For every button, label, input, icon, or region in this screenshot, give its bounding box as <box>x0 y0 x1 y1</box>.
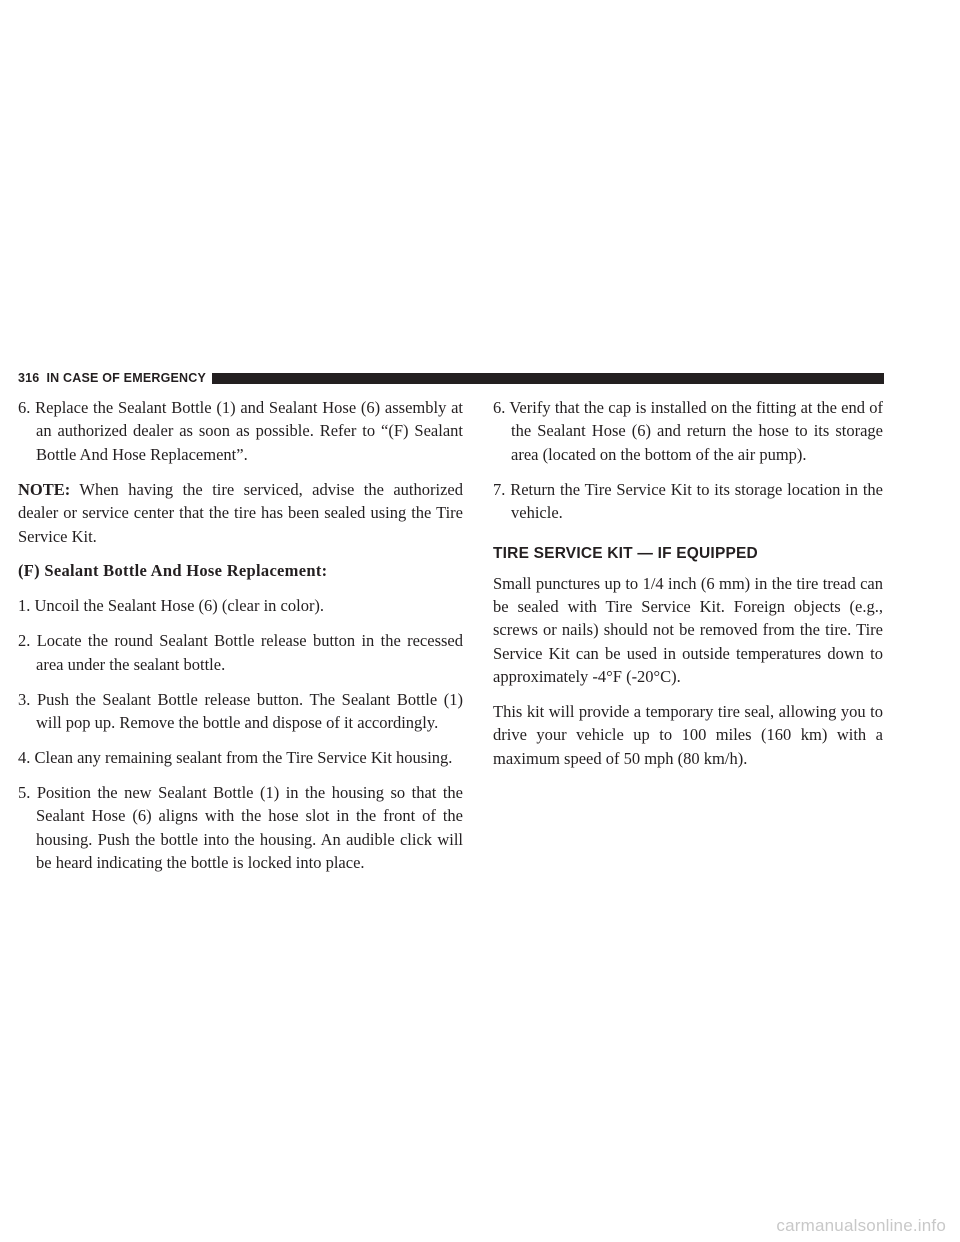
header-rule <box>212 373 884 384</box>
step-3: 3. Push the Sealant Bottle release button. The Sealant Bottle (1) will pop up. Remove the bottle and dispose of it accordingly. <box>18 689 463 732</box>
step-6-replace: 6. Replace the Sealant Bottle (1) and Sealant Hose (6) assembly at an authorized dealer as soon as possible. Refer to “(F) Sealant Bottle And Hose Replacement”. <box>18 398 463 464</box>
subheading-sealant-replacement: (F) Sealant Bottle And Hose Replacement: <box>18 561 328 581</box>
step-2: 2. Locate the round Sealant Bottle release button in the recessed area under the sealant bottle. <box>18 631 463 674</box>
step-5: 5. Position the new Sealant Bottle (1) in the housing so that the Sealant Hose (6) aligns with the hose slot in the front of the housing. Push the bottle into the housing. An audible click will be heard indicating the bottle is locked into place. <box>18 782 463 872</box>
step-1: 1. Uncoil the Sealant Hose (6) (clear in color). <box>18 596 325 616</box>
watermark: carmanualsonline.info <box>776 1216 946 1235</box>
paragraph-punctures: Small punctures up to 1/4 inch (6 mm) in the tire tread can be sealed with Tire Service Kit. Foreign objects (e.g., screws or nails) should not be removed from the tire. Tire Service Kit can be used in outside temperatures down to approximately -4°F (-20°C). <box>493 573 883 687</box>
page-header <box>18 370 884 386</box>
step-4: 4. Clean any remaining sealant from the Tire Service Kit housing. <box>18 747 453 767</box>
section-title: IN CASE OF EMERGENCY <box>46 371 207 385</box>
right-column <box>493 396 883 782</box>
left-column <box>18 396 463 886</box>
paragraph-temporary-seal: This kit will provide a temporary tire seal, allowing you to drive your vehicle up to 100 miles (160 km) with a maximum speed of 50 mph (80 km/h). <box>493 702 883 768</box>
note-paragraph <box>18 478 463 548</box>
note-text: When having the tire serviced, advise the authorized dealer or service center that the tire has been sealed using the Tire Service Kit. <box>18 479 463 546</box>
page-number: 316 <box>18 371 40 385</box>
note-label: NOTE: <box>18 479 71 499</box>
step-6-verify-cap: 6. Verify that the cap is installed on the fitting at the end of the Sealant Hose (6) and return the hose to its storage area (located on the bottom of the air pump). <box>493 398 883 464</box>
section-heading-tire-service-kit: TIRE SERVICE KIT — IF EQUIPPED <box>493 544 758 562</box>
step-7-return-kit: 7. Return the Tire Service Kit to its storage location in the vehicle. <box>493 479 883 523</box>
